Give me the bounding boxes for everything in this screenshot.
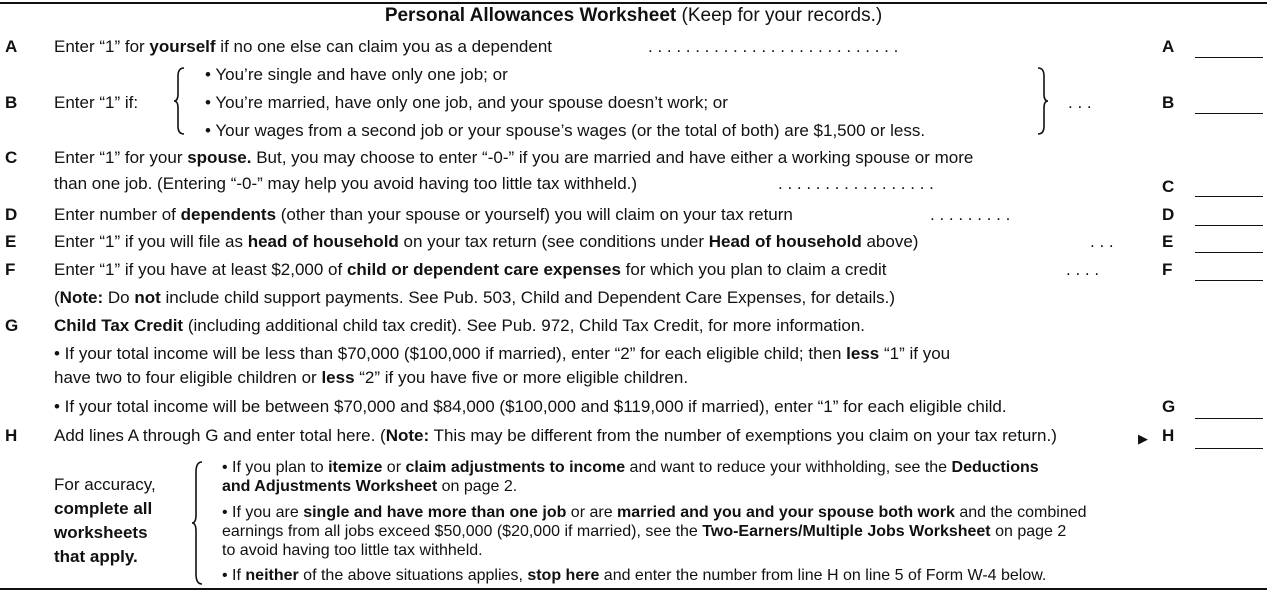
line-a-text: Enter “1” for yourself if no one else can claim you as a dependent: [54, 37, 553, 56]
line-b-bullet-2: • You’re married, have only one job, and your spouse doesn’t work; or: [205, 93, 728, 112]
accuracy-bullet-1: • If you plan to itemize or claim adjustments to income and want to reduce your withholding, see the Deductions and Adjustments Worksheet on page 2.: [222, 459, 1039, 495]
accuracy-bullet-3: • If neither of the above situations applies, stop here and enter the number from line H on line 5 of Form W-4 below.: [222, 567, 1047, 584]
arrow-icon: ▶: [1138, 431, 1148, 446]
accuracy-bullet-2: • If you are single and have more than one job or are married and you and your spouse both work and the combined earnings from all jobs exceed $50,000 ($20,000 if married), see the Two-Earners/Multiple Jobs Worksheet on page 2 to avoid having too little tax withheld.: [222, 504, 1087, 559]
line-b-leader: . . .: [1068, 93, 1092, 112]
line-e-letter: E: [5, 232, 17, 251]
line-b-bullet-1: • You’re single and have only one job; or: [205, 65, 508, 84]
line-b-lead: Enter “1” if:: [54, 93, 139, 112]
line-c-letter: C: [5, 148, 18, 167]
line-f-answer[interactable]: [1195, 280, 1263, 281]
line-b-right-letter: B: [1162, 93, 1175, 112]
line-f-note: (Note: Do not include child support payments. See Pub. 503, Child and Dependent Care Expenses, for details.): [54, 288, 896, 307]
line-d-right-letter: D: [1162, 205, 1175, 224]
worksheet-title: Personal Allowances Worksheet (Keep for your records.): [384, 5, 883, 26]
line-g-right-letter: G: [1162, 397, 1176, 416]
line-b-right-brace: [1034, 66, 1050, 136]
line-f-right-letter: F: [1162, 260, 1173, 279]
line-f-text: Enter “1” if you have at least $2,000 of child or dependent care expenses for which you plan to claim a credit: [54, 260, 887, 279]
accuracy-brace: [190, 460, 206, 586]
line-h-letter: H: [5, 426, 18, 445]
line-c-text-1: Enter “1” for your spouse. But, you may choose to enter “-0-” if you are married and have either a working spouse or more: [54, 148, 974, 167]
line-a-leader: . . . . . . . . . . . . . . . . . . . . . . . . . . .: [648, 37, 899, 56]
line-g-text: Child Tax Credit (including additional child tax credit). See Pub. 972, Child Tax Credit, for more information.: [54, 316, 866, 335]
line-c-right-letter: C: [1162, 177, 1175, 196]
line-b-bullet-3: • Your wages from a second job or your spouse’s wages (or the total of both) are $1,500 or less.: [205, 121, 926, 140]
line-h-answer[interactable]: [1195, 448, 1263, 449]
bottom-rule: [0, 588, 1267, 590]
line-g-answer[interactable]: [1195, 418, 1263, 419]
line-g-para-2: • If your total income will be between $70,000 and $84,000 ($100,000 and $119,000 if married), enter “1” for each eligible child.: [54, 397, 1007, 416]
line-a-answer[interactable]: [1195, 57, 1263, 58]
line-e-right-letter: E: [1162, 232, 1174, 251]
line-e-text: Enter “1” if you will file as head of household on your tax return (see conditions under Head of household above): [54, 232, 919, 251]
line-d-leader: . . . . . . . . .: [930, 205, 1011, 224]
line-b-letter: B: [5, 93, 18, 112]
line-a-right-letter: A: [1162, 37, 1175, 56]
line-e-answer[interactable]: [1195, 252, 1263, 253]
line-c-leader: . . . . . . . . . . . . . . . . .: [778, 174, 934, 193]
accuracy-note: For accuracy, complete all worksheets that apply.: [54, 475, 156, 566]
line-a-letter: A: [5, 37, 18, 56]
line-g-para-1-line-2: have two to four eligible children or less “2” if you have five or more eligible children.: [54, 368, 689, 387]
line-f-letter: F: [5, 260, 16, 279]
line-g-letter: G: [5, 316, 19, 335]
line-b-left-brace: [172, 66, 188, 136]
line-c-text-2: than one job. (Entering “-0-” may help you avoid having too little tax withheld.): [54, 174, 638, 193]
line-h-text: Add lines A through G and enter total here. (Note: This may be different from the number of exemptions you claim on your tax return.): [54, 426, 1057, 445]
line-d-answer[interactable]: [1195, 225, 1263, 226]
top-rule: [0, 2, 1267, 4]
line-h-right-letter: H: [1162, 426, 1175, 445]
line-e-leader: . . .: [1090, 232, 1114, 251]
line-g-para-1-line-1: • If your total income will be less than $70,000 ($100,000 if married), enter “2” for each eligible child; then less “1” if you: [54, 344, 951, 363]
line-f-leader: . . . .: [1066, 260, 1100, 279]
line-c-answer[interactable]: [1195, 196, 1263, 197]
line-d-text: Enter number of dependents (other than your spouse or yourself) you will claim on your tax return: [54, 205, 793, 224]
line-d-letter: D: [5, 205, 18, 224]
line-b-answer[interactable]: [1195, 113, 1263, 114]
